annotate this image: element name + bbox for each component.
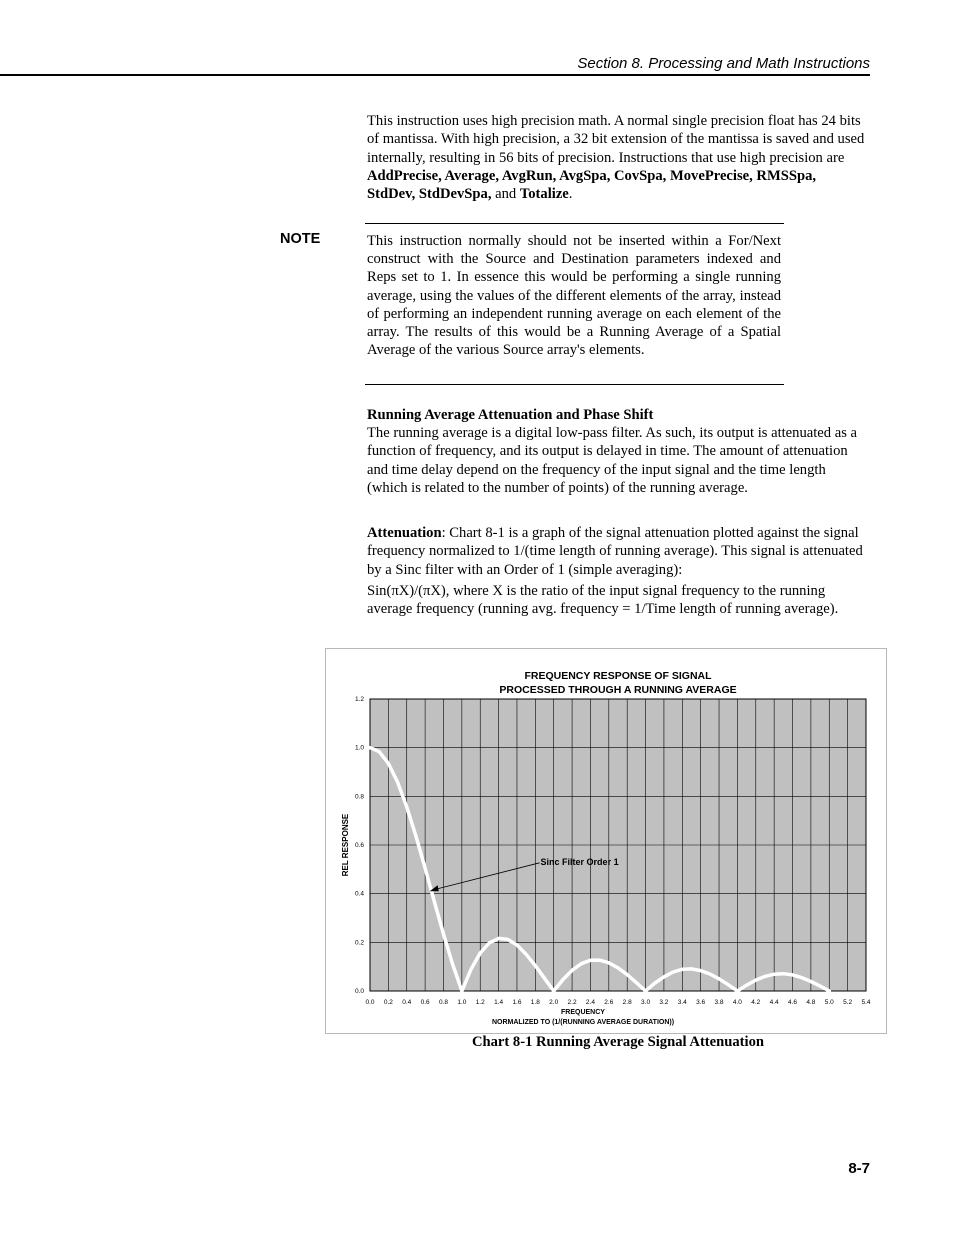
- x-tick-label: 4.2: [751, 999, 761, 1006]
- section-heading: Running Average Attenuation and Phase Shift: [367, 407, 654, 423]
- x-axis-label: FREQUENCY: [561, 1009, 605, 1016]
- x-tick-label: 5.2: [843, 999, 853, 1006]
- annotation-label: Sinc Filter Order 1: [540, 856, 619, 867]
- header-rule: [0, 74, 870, 76]
- note-body: This instruction normally should not be inserted within a For/Next construct with the Source and Destination parameters indexed and Reps set to 1. In essence this would be performing a single running average, using the values of the different elements of the array, instead of performing an independent running average on each element of the array. The results of this would be a Running Average of a Spatial Average of the various Source array's elements.: [367, 233, 781, 359]
- attenuation-paragraph: [367, 524, 867, 579]
- chart-subtitle: PROCESSED THROUGH A RUNNING AVERAGE: [499, 684, 737, 696]
- chart-title: FREQUENCY RESPONSE OF SIGNAL: [524, 670, 712, 682]
- x-tick-label: 3.4: [677, 999, 687, 1006]
- y-tick-label: 1.2: [354, 696, 364, 703]
- x-tick-label: 0.0: [365, 999, 375, 1006]
- chart-caption: Chart 8-1 Running Average Signal Attenuation: [471, 1034, 765, 1050]
- x-tick-label: 1.2: [475, 999, 485, 1006]
- y-tick-label: 0.8: [354, 793, 364, 801]
- x-tick-label: 0.8: [438, 999, 449, 1006]
- note-bottom-rule: [365, 384, 784, 385]
- x-tick-label: 4.6: [787, 999, 798, 1006]
- y-tick-label: 0.2: [354, 939, 364, 947]
- instruction-last: Totalize: [519, 186, 569, 203]
- x-tick-label: 3.6: [696, 999, 706, 1006]
- x-tick-label: 5.0: [824, 999, 834, 1006]
- x-tick-label: 3.0: [641, 999, 651, 1006]
- x-tick-label: 5.4: [861, 999, 871, 1006]
- x-axis-label-2: NORMALIZED TO (1/(RUNNING AVERAGE DURATION)): [491, 1019, 675, 1026]
- x-tick-label: 0.6: [420, 999, 430, 1006]
- x-tick-label: 2.2: [567, 999, 577, 1006]
- y-tick-label: 0.6: [354, 842, 364, 849]
- y-tick-label: 0.0: [354, 988, 364, 995]
- x-tick-label: 3.8: [714, 999, 724, 1006]
- running-average-paragraph: The running average is a digital low-pass filter. As such, its output is attenuated as a function of frequency, and its output is delayed in time. The amount of attenuation and time delay depend on the frequency of the input signal and the time length (which is related to the number of points) of the running average.: [367, 425, 857, 496]
- and-word: and: [491, 186, 520, 203]
- x-tick-label: 3.2: [659, 999, 669, 1006]
- frequency-response-chart: [326, 649, 886, 1033]
- chart-frame: [325, 648, 887, 1034]
- period: .: [568, 186, 573, 203]
- x-tick-label: 4.4: [769, 999, 779, 1006]
- x-tick-label: 4.0: [732, 999, 742, 1006]
- x-tick-label: 4.8: [806, 999, 816, 1006]
- x-tick-label: 1.8: [530, 999, 540, 1006]
- page-number: 8-7: [848, 1160, 870, 1177]
- sinc-formula-paragraph: Sin(πX)/(πX), where X is the ratio of the input signal frequency to the running average frequency (running avg. frequency = 1/Time length of running average).: [367, 583, 839, 618]
- instruction-list: AddPrecise, Average, AvgRun, AvgSpa, CovSpa, MovePrecise, RMSSpa, StdDev, StdDevSpa,: [367, 167, 817, 203]
- x-tick-label: 1.4: [494, 999, 504, 1006]
- x-tick-label: 2.4: [585, 999, 595, 1006]
- y-axis-label: REL RESPONSE: [341, 813, 350, 877]
- x-tick-label: 2.0: [549, 999, 559, 1006]
- attenuation-text: : Chart 8-1 is a graph of the signal attenuation plotted against the signal frequency normalized to 1/(time length of running average). This signal is attenuated by a Sinc filter with an Order of 1 (simple averaging):: [367, 525, 863, 578]
- intro-paragraph: [367, 112, 867, 203]
- y-tick-label: 1.0: [354, 744, 364, 752]
- intro-text: This instruction uses high precision math. A normal single precision float has 24 bits of mantissa. With high precision, a 32 bit extension of the mantissa is saved and used internally, resulting in 56 bits of precision. Instructions that use high precision are: [367, 113, 865, 166]
- x-tick-label: 1.0: [457, 999, 467, 1006]
- note-top-rule: [365, 223, 784, 224]
- x-tick-label: 2.8: [622, 999, 632, 1006]
- running-header: Section 8. Processing and Math Instructions: [577, 55, 870, 72]
- attenuation-label: Attenuation: [367, 525, 442, 541]
- x-tick-label: 0.2: [383, 999, 393, 1006]
- x-tick-label: 1.6: [512, 999, 522, 1006]
- x-tick-label: 2.6: [604, 999, 614, 1006]
- x-tick-label: 0.4: [402, 999, 412, 1006]
- y-tick-label: 0.4: [354, 890, 364, 898]
- note-label: NOTE: [280, 231, 321, 247]
